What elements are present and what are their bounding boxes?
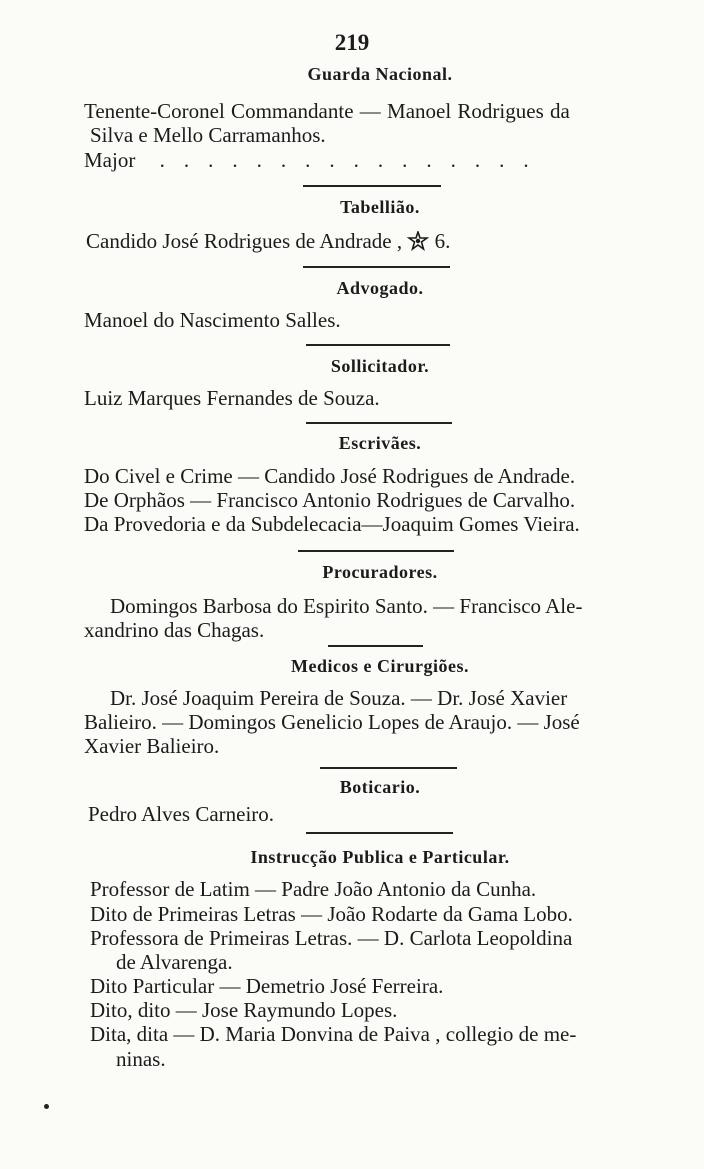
text-line: ninas.	[116, 1047, 166, 1071]
section-divider	[303, 266, 450, 268]
section-heading-tabelliao: Tabellião.	[340, 197, 420, 217]
section-divider	[306, 832, 453, 834]
text-line: Professora de Primeiras Letras. — D. Carlota Leopoldina	[90, 926, 573, 950]
section-heading-guarda-nacional: Guarda Nacional.	[307, 64, 453, 84]
text-line: Dr. José Joaquim Pereira de Souza. — Dr. José Xavier	[110, 686, 568, 710]
text-line: Tenente-Coronel Commandante — Manoel Rodrigues da	[84, 99, 570, 123]
text-line: Pedro Alves Carneiro.	[88, 802, 275, 826]
section-heading-instruccao: Instrucção Publica e Particular.	[250, 847, 510, 867]
text-line: Da Provedoria e da Subdelecacia—Joaquim Gomes Vieira.	[84, 512, 580, 536]
section-heading-escrivaes: Escrivães.	[338, 433, 422, 453]
text-major: Major	[84, 148, 136, 172]
text-line: Silva e Mello Carramanhos.	[90, 123, 326, 147]
dot-leader: ..........	[135, 148, 403, 172]
section-divider	[298, 550, 454, 552]
section-divider	[306, 422, 452, 424]
section-heading-medicos: Medicos e Cirurgiões.	[291, 656, 469, 676]
text-line: Dito, dito — Jose Raymundo Lopes.	[90, 998, 398, 1022]
order-emblem-icon	[407, 231, 429, 251]
dot-leader-2: ......	[402, 148, 548, 172]
text-line: Luiz Marques Fernandes de Souza.	[84, 386, 380, 410]
text-line: Professor de Latim — Padre João Antonio da Cunha.	[90, 877, 537, 901]
text-line: de Alvarenga.	[116, 950, 233, 974]
text-line: De Orphãos — Francisco Antonio Rodrigues de Carvalho.	[84, 488, 576, 512]
text-line: xandrino das Chagas.	[84, 618, 265, 642]
text-line: Xavier Balieiro.	[84, 734, 220, 758]
text-line: Dito Particular — Demetrio José Ferreira.	[90, 974, 444, 998]
page-number: 219	[334, 30, 370, 55]
text-line-with-leader	[84, 148, 704, 172]
section-divider	[303, 185, 441, 187]
text-line: Dito de Primeiras Letras — João Rodarte da Gama Lobo.	[90, 902, 573, 926]
section-heading-procuradores: Procuradores.	[322, 562, 438, 582]
text-candido: Candido José Rodrigues de Andrade ,	[86, 229, 403, 253]
section-heading-boticario: Boticario.	[339, 777, 421, 797]
text-line: Do Civel e Crime — Candido José Rodrigues de Andrade.	[84, 464, 576, 488]
text-line: Balieiro. — Domingos Genelicio Lopes de Araujo. — José	[84, 710, 580, 734]
text-rank: 6.	[434, 229, 451, 253]
print-speck	[44, 1104, 49, 1109]
section-heading-advogado: Advogado.	[336, 278, 424, 298]
text-line: Domingos Barbosa do Espirito Santo. — Francisco Ale-	[110, 594, 583, 618]
section-heading-sollicitador: Sollicitador.	[330, 356, 430, 376]
section-divider	[320, 767, 457, 769]
section-divider	[328, 645, 423, 647]
text-line	[86, 229, 704, 253]
text-line: Manoel do Nascimento Salles.	[84, 308, 341, 332]
text-line: Dita, dita — D. Maria Donvina de Paiva , collegio de me-	[90, 1022, 577, 1046]
section-divider	[306, 344, 450, 346]
